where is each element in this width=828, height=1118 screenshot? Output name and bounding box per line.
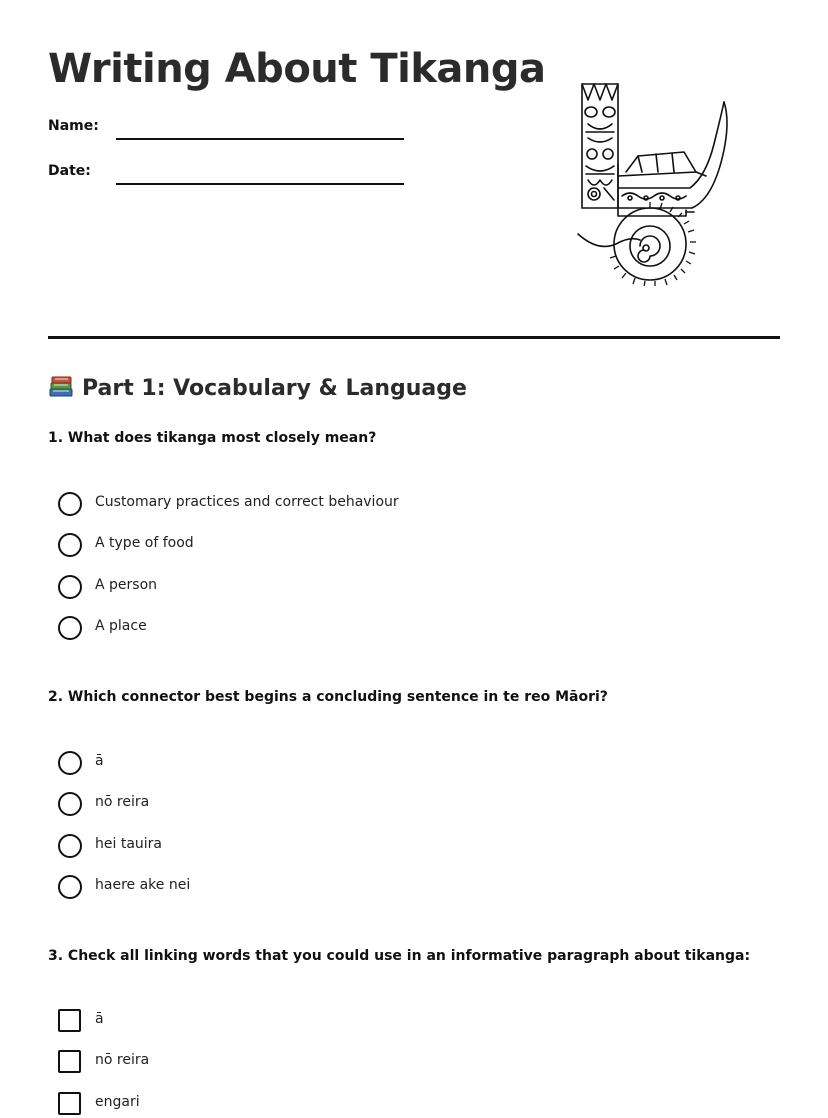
option-label: Customary practices and correct behaviour <box>95 494 399 510</box>
q1-option-2[interactable] <box>58 533 658 559</box>
name-field[interactable] <box>48 118 408 148</box>
q2-option-1[interactable] <box>58 751 658 777</box>
radio-button[interactable] <box>58 533 82 557</box>
section-divider <box>48 336 780 339</box>
option-label: nō reira <box>95 794 150 810</box>
checkbox[interactable] <box>58 1050 81 1073</box>
date-input-line[interactable] <box>116 183 404 185</box>
name-label: Name: <box>48 118 99 134</box>
radio-button[interactable] <box>58 575 82 599</box>
radio-button[interactable] <box>58 616 82 640</box>
q2-option-3[interactable] <box>58 834 658 860</box>
option-label: A person <box>95 577 158 593</box>
q2-option-4[interactable] <box>58 875 658 901</box>
name-input-line[interactable] <box>116 138 404 140</box>
waka-koru-illustration-icon <box>574 80 738 286</box>
q1-option-1[interactable] <box>58 492 658 518</box>
question-3-prompt: 3. Check all linking words that you could use in an informative paragraph about tikanga: <box>48 948 751 964</box>
option-label: nō reira <box>95 1052 150 1068</box>
radio-button[interactable] <box>58 492 82 516</box>
date-label: Date: <box>48 163 91 179</box>
q2-option-2[interactable] <box>58 792 658 818</box>
question-1-prompt: 1. What does tikanga most closely mean? <box>48 430 377 446</box>
option-label: hei tauira <box>95 836 162 852</box>
page-title: Writing About Tikanga <box>48 46 546 92</box>
q3-option-3[interactable] <box>58 1092 658 1118</box>
radio-button[interactable] <box>58 834 82 858</box>
option-label: A type of food <box>95 535 194 551</box>
q3-option-1[interactable] <box>58 1009 658 1035</box>
date-field[interactable] <box>48 163 408 193</box>
option-label: ā <box>95 753 104 769</box>
checkbox[interactable] <box>58 1009 81 1032</box>
radio-button[interactable] <box>58 792 82 816</box>
option-label: engari <box>95 1094 140 1110</box>
radio-button[interactable] <box>58 875 82 899</box>
q3-option-2[interactable] <box>58 1050 658 1076</box>
part1-heading-text: Part 1: Vocabulary & Language <box>82 376 467 401</box>
books-emoji-icon <box>48 374 74 398</box>
part1-heading <box>48 374 467 401</box>
q1-option-4[interactable] <box>58 616 658 642</box>
worksheet-page <box>48 0 780 1118</box>
option-label: ā <box>95 1011 104 1027</box>
radio-button[interactable] <box>58 751 82 775</box>
option-label: A place <box>95 618 147 634</box>
option-label: haere ake nei <box>95 877 191 893</box>
checkbox[interactable] <box>58 1092 81 1115</box>
question-2-prompt: 2. Which connector best begins a concluding sentence in te reo Māori? <box>48 689 608 705</box>
q1-option-3[interactable] <box>58 575 658 601</box>
